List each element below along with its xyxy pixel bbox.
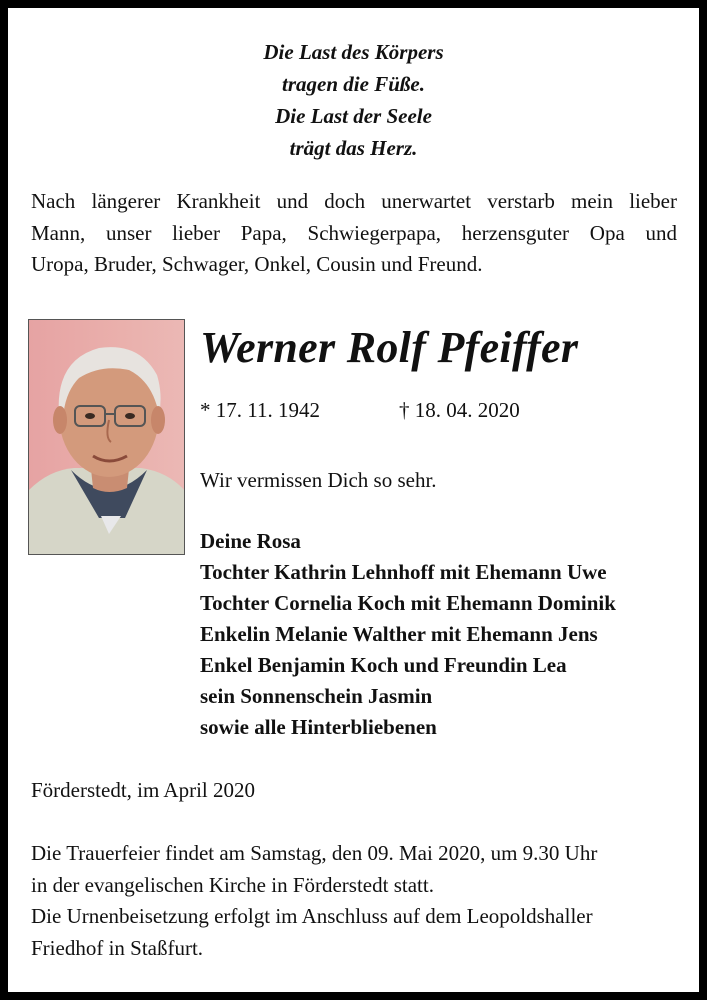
- intro-text: [31, 186, 677, 281]
- obituary-card: [8, 8, 699, 992]
- family-member: Deine Rosa: [200, 529, 301, 553]
- ceremony-line: Die Trauerfeier findet am Samstag, den 09. Mai 2020, um 9.30 Uhr: [31, 841, 598, 865]
- poem-line: tragen die Füße.: [282, 72, 425, 96]
- poem: [8, 36, 699, 164]
- intro-line: Nach längerer Krankheit und doch unerwartet verstarb mein lieber: [31, 189, 677, 213]
- family-member: Tochter Cornelia Koch mit Ehemann Dominik: [200, 591, 616, 615]
- poem-line: Die Last des Körpers: [263, 40, 444, 64]
- place-date: Förderstedt, im April 2020: [31, 778, 255, 802]
- family-member: Enkelin Melanie Walther mit Ehemann Jens: [200, 622, 598, 646]
- intro-line: Mann, unser lieber Papa, Schwiegerpapa, herzensguter Opa und: [31, 220, 677, 245]
- ceremony-info: [31, 838, 681, 964]
- family-member: Tochter Kathrin Lehnhoff mit Ehemann Uwe: [200, 560, 607, 584]
- family-member: sowie alle Hinterbliebenen: [200, 715, 437, 739]
- poem-line: Die Last der Seele: [275, 104, 432, 128]
- death-date: † 18. 04. 2020: [399, 398, 520, 422]
- ceremony-line: Friedhof in Staßfurt.: [31, 935, 204, 960]
- miss-text: Wir vermissen Dich so sehr.: [200, 468, 437, 492]
- ceremony-line: Die Urnenbeisetzung erfolgt im Anschluss auf dem Leopoldshaller: [31, 904, 593, 928]
- family-member: Enkel Benjamin Koch und Freundin Lea: [200, 653, 567, 677]
- family-list: [200, 526, 616, 743]
- intro-line: Uropa, Bruder, Schwager, Onkel, Cousin und Freund.: [31, 252, 483, 276]
- portrait-photo: [28, 319, 185, 555]
- ceremony-line: in der evangelischen Kirche in Förderstedt statt.: [31, 872, 434, 897]
- family-member: sein Sonnenschein Jasmin: [200, 684, 433, 708]
- deceased-name: Werner Rolf Pfeiffer: [200, 323, 579, 372]
- birth-date: * 17. 11. 1942: [200, 398, 320, 422]
- poem-line: trägt das Herz.: [289, 136, 418, 160]
- portrait-illustration: [29, 320, 185, 555]
